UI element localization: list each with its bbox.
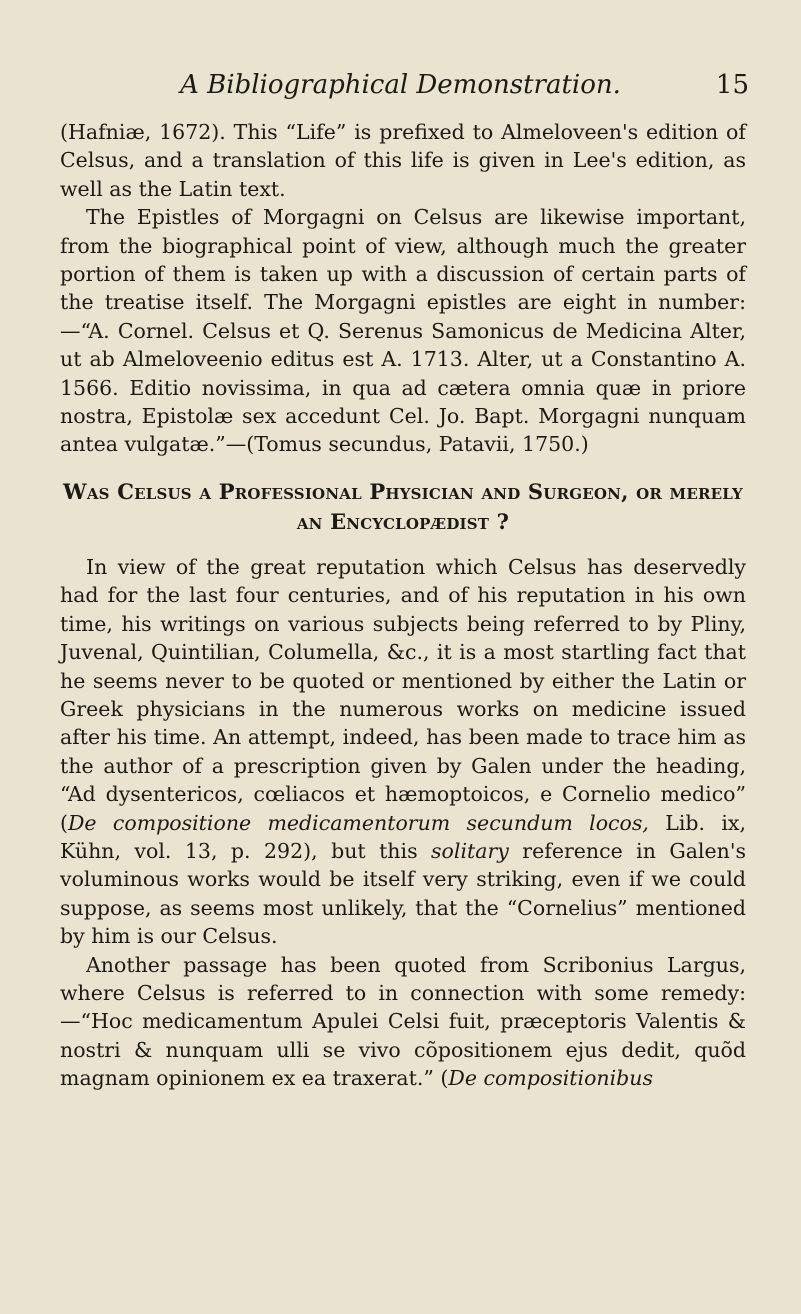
paragraph-scribonius xyxy=(60,951,746,1093)
italic-title: De compositionibus xyxy=(448,1066,654,1091)
running-title: A Bibliographical Demonstration. xyxy=(180,70,621,100)
page-number: 15 xyxy=(715,70,749,100)
text-run: Lib. ix, Kühn, vol. 13, p. 292), but this xyxy=(60,810,746,863)
paragraph-reputation xyxy=(60,553,746,951)
paragraph-continuation: (Hafniæ, 1672). This “Life” is prefixed to Almeloveen's edition of Celsus, and a translation of this life is given in Lee's edition, as well as the Latin text. xyxy=(60,120,746,201)
text-body xyxy=(60,118,746,1093)
running-head xyxy=(0,70,801,102)
section-heading: Was Celsus a Professional Physician and Surgeon, or merely an Encyclopædist ? xyxy=(63,478,743,534)
text-run: reference in Galen's voluminous works would be itself very striking, even if we could suppose, as seems most unlikely, that the “Cornelius” mentioned by him is our Celsus. xyxy=(60,838,746,949)
paragraph-morgagni-epistles: The Epistles of Morgagni on Celsus are likewise important, from the biographical point of view, although much the greater portion of them is taken up with a discussion of certain parts of the treatise itself. The Morgagni epistles are eight in number:—“A. Cornel. Celsus et Q. Serenus Samonicus de Medicina Alter, ut ab Almeloveenio editus est A. 1713. Alter, ut a Constantino A. 1566. Editio novissima, in qua ad cætera omnia quæ in priore nostra, Epistolæ sex accedunt Cel. Jo. Bapt. Morgagni nunquam antea vulgatæ.”—(Tomus secundus, Patavii, 1750.) xyxy=(60,205,746,457)
italic-emphasis: solitary xyxy=(431,838,509,863)
text-run: In view of the great reputation which Celsus has deservedly had for the last four centuries, and of his reputation in his own time, his writings on various subjects being referred to by Pliny, Juvenal, Quintilian, Columella, &c., it is a most startling fact that he seems never to be quoted or mentioned by either the Latin or Greek physicians in the numerous works on medicine issued after his time. An attempt, indeed, has been made to trace him as the author of a prescription given by Galen under the heading, “Ad dysentericos, cœliacos et hæmoptoicos, e Cornelio medico” ( xyxy=(60,554,746,835)
italic-title: De compositione medicamentorum secundum locos, xyxy=(68,810,649,835)
text-run: Another passage has been quoted from Scribonius Largus, where Celsus is referred to in connection with some remedy:—“Hoc medicamentum Apulei Celsi fuit, præceptoris Valentis & nostri & nunquam ulli se vivo cõpositionem ejus dedit, quõd magnam opinionem ex ea traxerat.” ( xyxy=(60,952,746,1091)
